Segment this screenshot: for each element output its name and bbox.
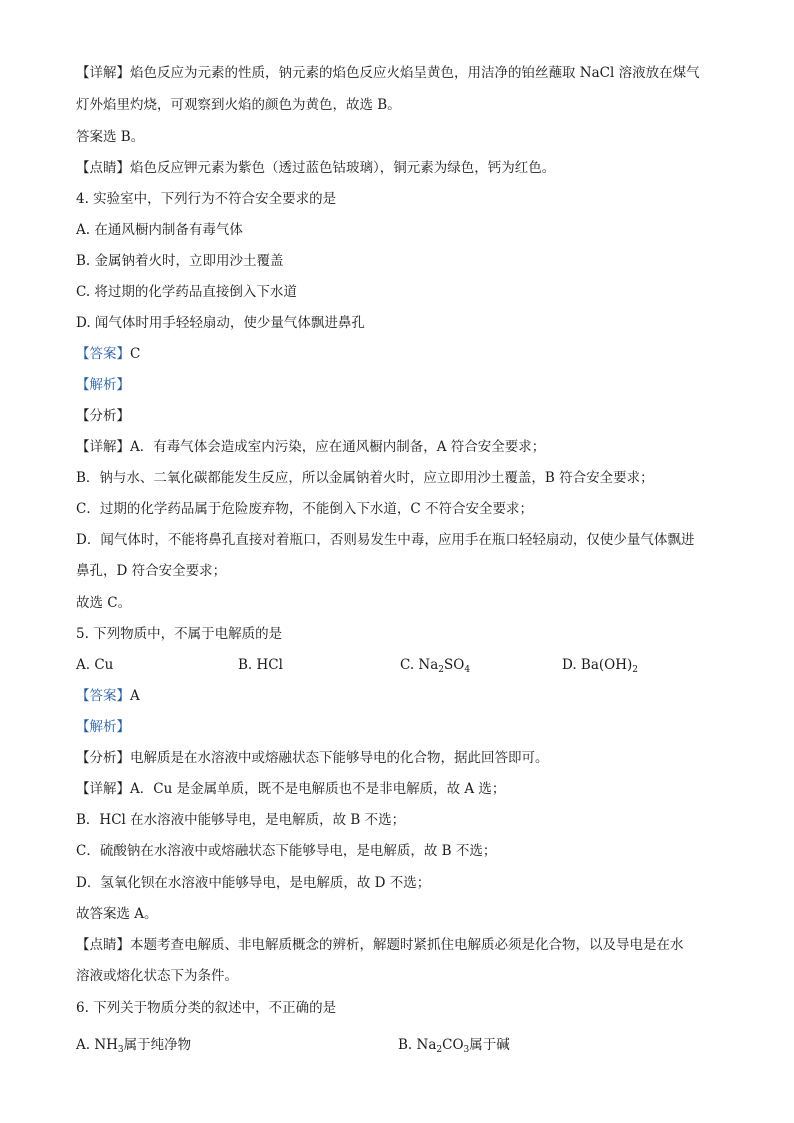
question-6-option-a [76,1036,191,1054]
question-4-answer [76,345,140,363]
detail-tag: 【详解】 [76,781,130,797]
analysis-tag: 【解析】 [76,719,130,735]
question-5-stem: 5. 下列物质中，不属于电解质的是 [76,626,283,642]
question-5-detail-b: B．HCl 在水溶液中能够导电，是电解质，故 B 不选； [76,812,406,828]
fenxi-text: 电解质是在水溶液中或熔融状态下能够导电的化合物，据此回答即可。 [130,750,549,766]
formula-part: B. Na [398,1037,437,1053]
tip-text: 本题考查电解质、非电解质概念的辨析，解题时紧抓住电解质必须是化合物，以及导电是在水 [130,937,684,953]
formula-subscript: 4 [464,665,471,675]
question-6-stem: 6. 下列关于物质分类的叙述中，不正确的是 [76,1000,337,1016]
question-5-fenxi [76,749,549,767]
question-4-option-d: D. 闻气体时用手轻轻扇动，使少量气体飘进鼻孔 [76,315,365,331]
question-4-detail-d-cont: 鼻孔，D 符合安全要求； [76,563,227,579]
tip-text: 焰色反应钾元素为紫色（透过蓝色钴玻璃），铜元素为绿色，钙为红色。 [130,160,556,176]
detail-line-cont: 灯外焰里灼烧，可观察到火焰的颜色为黄色，故选 B。 [76,97,401,113]
answer-tag: 【答案】 [76,346,130,362]
detail-text: A．Cu 是金属单质，既不是电解质也不是非电解质，故 A 选； [130,781,506,797]
question-5-option-a: A. Cu [76,657,114,673]
question-5-option-c [400,656,470,674]
answer-tag: 【答案】 [76,688,130,704]
detail-line [76,64,700,82]
formula-part: D. Ba(OH) [562,657,633,673]
option-text: 属于碱 [469,1037,510,1053]
question-6-option-b [398,1036,510,1054]
question-4-detail-a [76,438,545,456]
answer-value: C [130,346,141,362]
fenxi-tag: 【分析】 [76,408,130,424]
formula-part: C. Na [400,657,439,673]
question-4-option-c: C. 将过期的化学药品直接倒入下水道 [76,284,297,300]
formula-subscript: 2 [438,665,445,675]
tip-line [76,159,555,177]
formula-subscript: 3 [117,1045,124,1055]
formula-subscript: 3 [463,1045,470,1055]
question-4-stem: 4. 实验室中，下列行为不符合安全要求的是 [76,191,337,207]
question-5-detail-d: D．氢氧化钡在水溶液中能够导电，是电解质，故 D 不选； [76,875,431,891]
formula-part: A. NH [76,1037,118,1053]
question-5-tip [76,936,684,954]
question-4-conclusion: 故选 C。 [76,595,132,611]
question-4-detail-b: B．钠与水、二氧化碳都能发生反应，所以金属钠着火时，应立即用沙土覆盖，B 符合安全要求； [76,470,654,486]
formula-part: SO [444,657,465,673]
question-4-detail-c: C．过期的化学药品属于危险废弃物，不能倒入下水道，C 不符合安全要求； [76,501,533,517]
analysis-tag: 【解析】 [76,377,130,393]
tip-tag: 【点睛】 [76,160,130,176]
question-4-option-a: A. 在通风橱内制备有毒气体 [76,222,243,238]
question-5-option-d [562,656,638,674]
formula-subscript: 2 [436,1045,443,1055]
question-5-answer [76,687,140,705]
formula-part: CO [442,1037,464,1053]
answer-value: A [130,688,140,704]
answer-line: 答案选 B。 [76,129,145,145]
question-5-option-b: B. HCl [238,657,283,673]
option-text: 属于纯净物 [123,1037,192,1053]
question-4-option-b: B. 金属钠着火时，立即用沙土覆盖 [76,253,284,269]
detail-tag: 【详解】 [76,439,130,455]
fenxi-tag: 【分析】 [76,750,130,766]
formula-subscript: 2 [632,665,639,675]
question-4-detail-d: D．闻气体时，不能将鼻孔直接对着瓶口，否则易发生中毒，应用手在瓶口轻轻扇动，仅使少量气体飘进 [76,532,695,548]
question-5-tip-cont: 溶液或熔化状态下为条件。 [76,968,238,984]
question-5-detail-c: C．硫酸钠在水溶液中或熔融状态下能够导电，是电解质，故 B 不选； [76,843,497,859]
detail-tag: 【详解】 [76,65,130,81]
detail-text: 焰色反应为元素的性质，钠元素的焰色反应火焰呈黄色，用洁净的铂丝蘸取 NaCl 溶液放在煤气 [130,65,700,81]
detail-text: A．有毒气体会造成室内污染，应在通风橱内制备，A 符合安全要求； [130,439,546,455]
tip-tag: 【点睛】 [76,937,130,953]
question-5-detail-a [76,780,505,798]
question-5-conclusion: 故答案选 A。 [76,906,158,922]
